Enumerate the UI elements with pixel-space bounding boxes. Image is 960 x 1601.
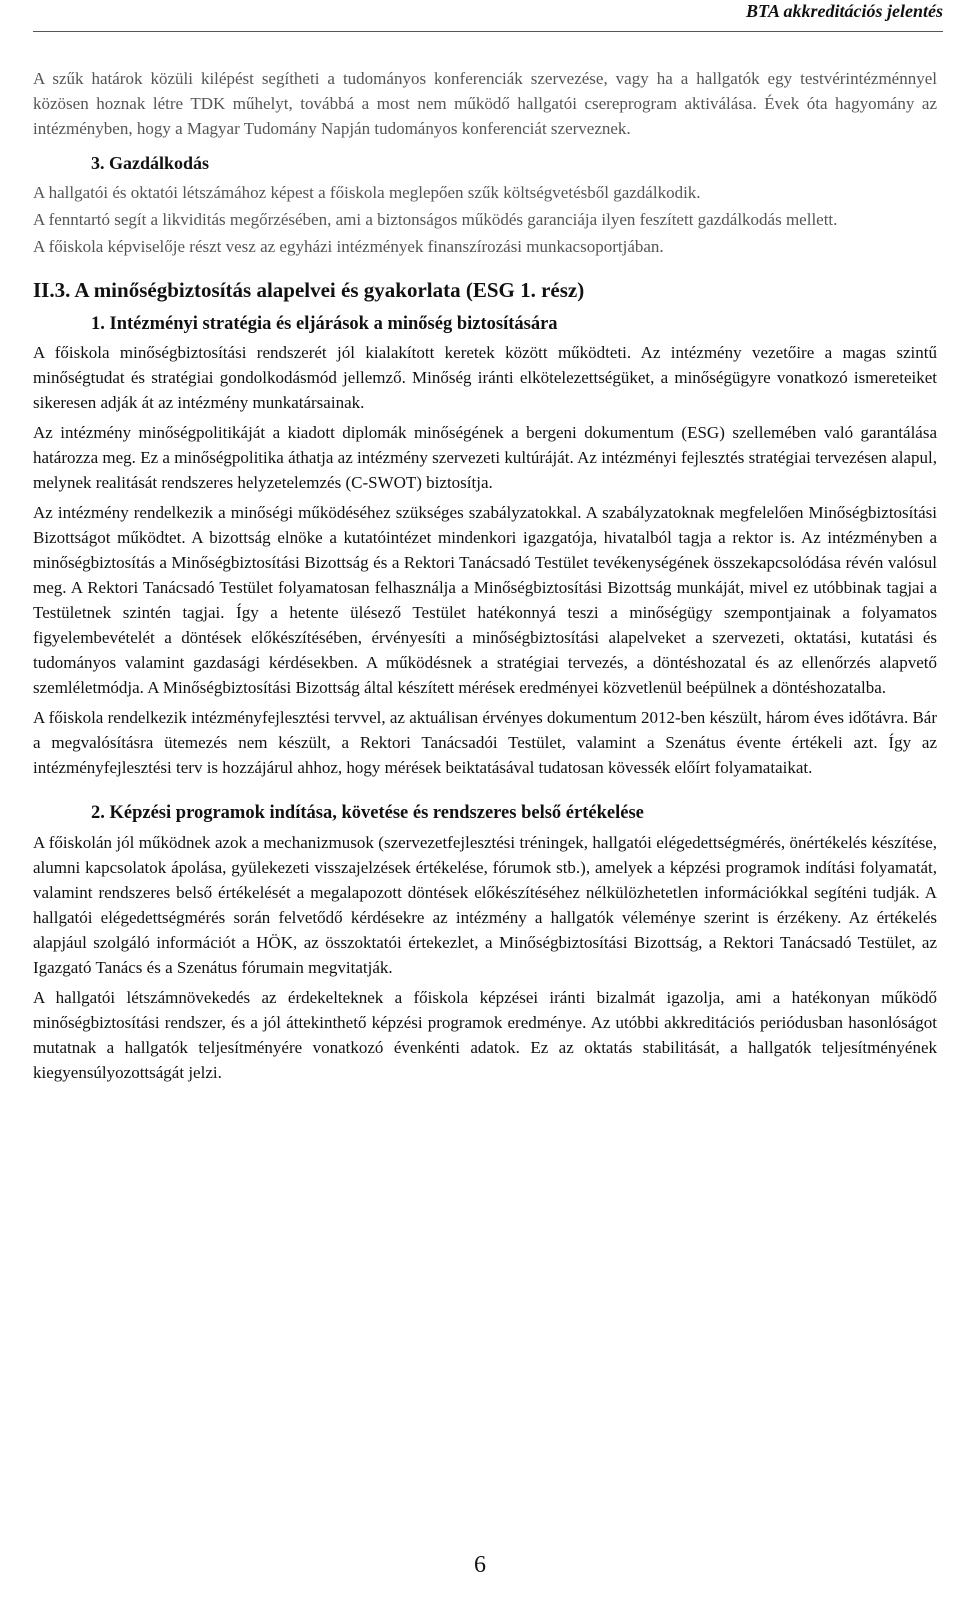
paragraph-programok-2: A hallgatói létszámnövekedés az érdekelteknek a főiskola képzései iránti bizalmát igazolja, ami a hatékonyan működő minőségbiztosítási rendszer, és a jól áttekinthető képzési programok eredménye. Az utóbbi akkreditációs periódusban hasonlóságot mutatnak a hallgatók teljesítményére vonatkozó évenkénti adatok. Ez az oktatás stabilitását, a hallgatók teljesítményének kiegyensúlyozottságát jelzi. bbox=[33, 988, 937, 1082]
running-header bbox=[33, 0, 943, 32]
section-heading: II.3. A minőségbiztosítás alapelvei és gyakorlata (ESG 1. rész) bbox=[33, 278, 585, 302]
paragraph-gazdalkodas-1: A hallgatói és oktatói létszámához képest a főiskola meglepően szűk költségvetésből gazdálkodik. bbox=[33, 183, 701, 202]
paragraph-strategia-4: A főiskola rendelkezik intézményfejlesztési tervvel, az aktuálisan érvényes dokumentum 2012-ben készült, három éves időtávra. Bár a megvalósításra ütemezés nem készült, a Rektori Tanácsadói Testület, valamint a Szenátus évente értékeli azt. Így az intézményfejlesztési terv is hozzájárul ahhoz, hogy mérések beiktatásával tudatosan kövessék előírt folyamataikat. bbox=[33, 708, 937, 777]
paragraph-strategia-2: Az intézmény minőségpolitikáját a kiadott diplomák minőségének a bergeni dokumentum (ESG) szellemében való garantálása határozza meg. Ez a minőségpolitika áthatja az intézmény szervezeti kultúráját. Az intézményi fejlesztés stratégiai tervezésen alapul, melynek realitását rendszeres helyzetelemzés (C-SWOT) biztosítja. bbox=[33, 423, 937, 492]
heading-programok: 2. Képzési programok indítása, követése és rendszeres belső értékelése bbox=[91, 803, 644, 823]
paragraph-strategia-1: A főiskola minőségbiztosítási rendszerét jól kialakított keretek között működteti. Az intézmény vezetőire a magas szintű minőségtudat és stratégiai gondolkodásmód jellemző. Minőség iránti elkötelezettségüket, a minőségügyre vonatkozó ismereteiket sikeresen adják át az intézmény munkatársainak. bbox=[33, 343, 937, 412]
document-title: BTA akkreditációs jelentés bbox=[746, 1, 943, 21]
paragraph-strategia-3: Az intézmény rendelkezik a minőségi működéséhez szükséges szabályzatokkal. A szabályzatoknak megfelelően Minőségbiztosítási Bizottságot működtet. A bizottság elnöke a kutatóintézet mindenkori igazgatója, hivatalból tagja a rektor is. Az intézményben a minőségbiztosítás a Minőségbiztosítási Bizottság és a Rektori Tanácsadó Testület tevékenységének összekapcsolódása révén valósul meg. A Rektori Tanácsadó Testület folyamatosan felhasználja a Minőségbiztosítási Bizottság munkáját, mivel ez utóbbinak tagjai a Testületnek szintén tagjai. Így a hetente ülésező Testület hatékonnyá teszi a minőségügy szempontjainak a folyamatos figyelembevételét a döntések előkészítésében, érvényesíti a minőségbiztosítási alapelveket a szervezeti, oktatási, kutatási és tudományos valamint gazdasági kérdésekben. A működésnek a stratégiai tervezés, a döntéshozatal és az ellenőrzés alapvető szemléletmódja. A Minőségbiztosítási Bizottság által készített mérések eredményei közvetlenül beépülnek a döntéshozatalba. bbox=[33, 503, 937, 697]
page-number: 6 bbox=[474, 1552, 486, 1578]
paragraph-intro: A szűk határok közüli kilépést segítheti a tudományos konferenciák szervezése, vagy ha a hallgatók egy testvérintézménnyel közösen hoznak létre TDK műhelyt, továbbá a most nem működő hallgatói csereprogram aktiválása. Évek óta hagyomány az intézményben, hogy a Magyar Tudomány Napján tudományos konferenciát szerveznek. bbox=[33, 69, 937, 138]
paragraph-programok-1: A főiskolán jól működnek azok a mechanizmusok (szervezetfejlesztési tréningek, hallgatói elégedettségmérés, önértékelés készítése, alumni kapcsolatok ápolása, gyülekezeti visszajelzések értékelése, fórumok stb.), amelyek a képzési programok indítási folyamatát, valamint rendszeres belső értékelését a megalapozott döntések előkészítéséhez nélkülözhetetlen információkkal segíténi tudják. A hallgatói elégedettségmérés során felvetődő kérdésekre az intézmény a hallgatók véleménye szerint is érzékeny. Az értékelés alapjául szolgáló információt a HÖK, az összoktatói értekezlet, a Minőségbiztosítási Bizottság, a Rektori Tanácsadó Testület, az Igazgató Tanács és a Szenátus fórumain megvitatják. bbox=[33, 833, 937, 977]
paragraph-gazdalkodas-2: A fenntartó segít a likviditás megőrzésében, ami a biztonságos működés garanciája ilyen feszített gazdálkodás mellett. bbox=[33, 210, 838, 229]
heading-gazdalkodas: 3. Gazdálkodás bbox=[91, 153, 210, 173]
paragraph-gazdalkodas-3: A főiskola képviselője részt vesz az egyházi intézmények finanszírozási munkacsoportjában. bbox=[33, 237, 664, 256]
page-body bbox=[33, 66, 937, 1090]
heading-strategia: 1. Intézményi stratégia és eljárások a minőség biztosítására bbox=[91, 314, 558, 334]
